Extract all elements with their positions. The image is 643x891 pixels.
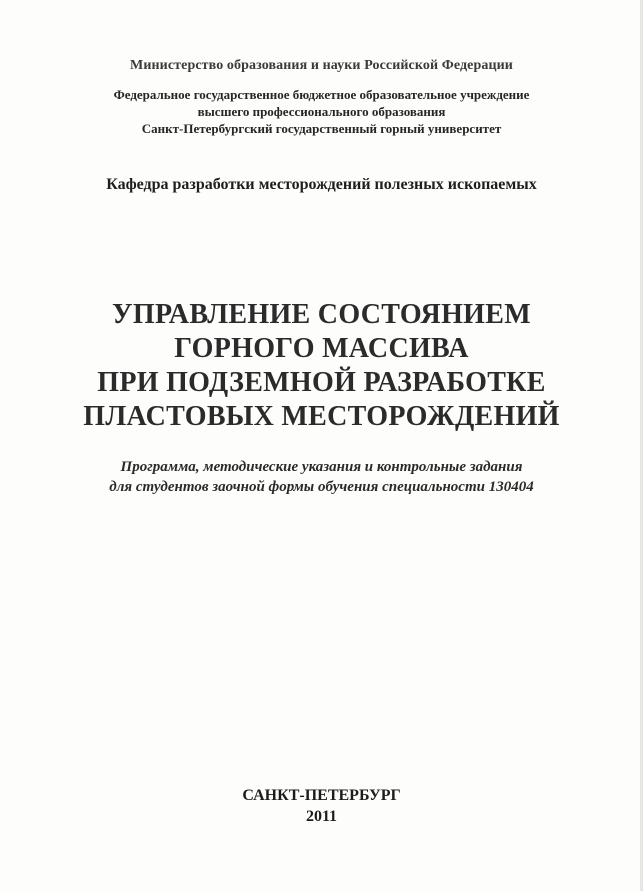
ministry-name: Министерство образования и науки Российской Федерации	[130, 58, 513, 73]
institution-line-2: высшего профессионального образования	[197, 104, 446, 119]
title-line-1: УПРАВЛЕНИЕ СОСТОЯНИЕМ	[112, 299, 531, 330]
subtitle-line-1: Программа, методические указания и контрольные задания	[120, 459, 523, 475]
subtitle-line-2: для студентов заочной формы обучения специальности 130404	[109, 479, 534, 495]
publication-year: 2011	[305, 808, 338, 825]
department-name: Кафедра разработки месторождений полезных ископаемых	[106, 176, 537, 193]
institution-line-1: Федеральное государственное бюджетное образовательное учреждение	[113, 87, 530, 102]
publication-city: САНКТ-ПЕТЕРБУРГ	[242, 787, 401, 804]
title-line-2: ГОРНОГО МАССИВА	[174, 333, 469, 364]
title-line-4: ПЛАСТОВЫХ МЕСТОРОЖДЕНИЙ	[83, 401, 560, 432]
title-line-3: ПРИ ПОДЗЕМНОЙ РАЗРАБОТКЕ	[97, 367, 546, 398]
institution-line-3: Санкт-Петербургский государственный горный университет	[141, 121, 502, 136]
